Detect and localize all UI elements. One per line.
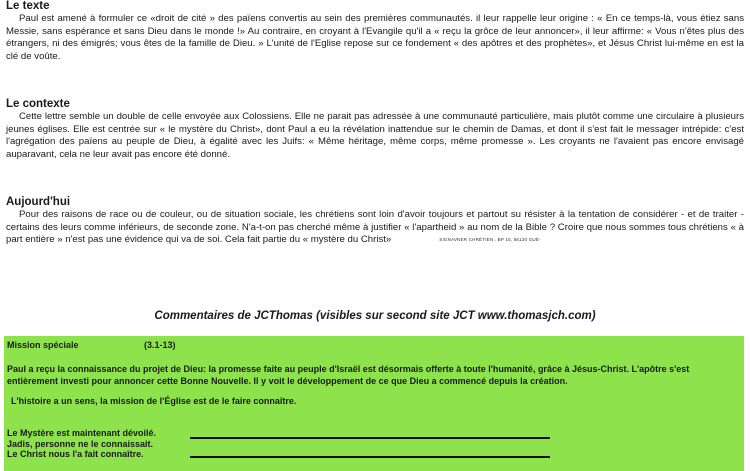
aujourdhui-text: Pour des raisons de race ou de couleur, ou de situation sociale, les chrétiens sont loin d'avoir toujours et partout su résister à la tentation de considérer - et de traiter - certains des leurs comme inférieurs, de seconde zone. N'a-t-on pas cherché même à justifier « l'apartheid » au nom de la Bible ? Croire que nous sommes tous chrétiens « à part entière » n'est pas une évidence qui va de soi. Cela fait partie du « mystère du Christ» xyxy=(6,209,744,246)
commentaires-title: Commentaires de JCThomas (visibles sur second site JCT www.thomasjch.com) xyxy=(154,310,596,322)
mission-label: Mission spéciale xyxy=(7,340,79,350)
paragraph-le-contexte: Cette lettre semble un double de celle envoyée aux Colossiens. Elle ne parait pas adressée à une communauté particulière, mais plutôt comme une circulaire à plusieurs jeunes églises. Elle est centrée sur « le mystère du Christ», dont Paul a eu la révélation inattendue sur le chemin de Damas, et dont il s'est fait le messager intrépide: c'est l'agrégation des païens au peuple de Dieu, à égalité avec les Juifs: « Même héritage, même corps, même promesse ». Les croyants ne l'avaient pas encore envisagé auparavant, cela ne leur avait pas encore été donné. xyxy=(6,111,744,160)
mission-reference: (3.1-13) xyxy=(144,340,176,350)
section-aujourdhui xyxy=(6,196,744,247)
divider-rule-1 xyxy=(190,437,550,439)
mission-paragraph: Paul a reçu la connaissance du projet de Dieu: la promesse faite au peuple d'Israël est désormais offerte à toute l'humanité, grâce à Jésus-Christ. L'apôtre s'est entièrement investi pour annoncer cette Bonne Nouvelle. Il y voit le développement de ce que Dieu a commencé depuis la création. xyxy=(7,364,690,386)
small-print-address: SIGNAVNER CHRÉTIEN , BP 15, 56120 GUÉ- xyxy=(439,237,541,243)
mission-line-1: Le Mystère est maintenant dévoilé. xyxy=(7,428,157,438)
heading-le-contexte: Le contexte xyxy=(6,98,70,110)
mission-lines xyxy=(7,428,156,460)
mission-line-3: Le Christ nous l'a fait connaître. xyxy=(7,449,144,459)
mission-line-2: Jadis, personne ne le connaissait. xyxy=(7,438,154,449)
mission-sens: L'histoire a un sens, la mission de l'Église est de le faire connaître. xyxy=(11,396,297,406)
section-texte xyxy=(6,0,744,63)
paragraph-aujourdhui xyxy=(6,209,744,247)
divider-rule-2 xyxy=(190,456,550,458)
section-contexte xyxy=(6,98,744,161)
mission-box xyxy=(4,336,744,471)
heading-le-texte: Le texte xyxy=(6,0,50,12)
heading-aujourdhui: Aujourd'hui xyxy=(6,196,71,208)
paragraph-le-texte: Paul est amené à formuler ce «droit de cité » des païens convertis au sein des premières communautés. il leur rappelle leur origine : « En ce temps-là, vous étiez sans Messie, sans espérance et sans Dieu dans le monde !» Au contraire, en croyant à l'Evangile qu'il a « reçu la grôce de leur annoncer», il leur affirme: « Vous n'êtes plus des étrangers, ni des émigrés; vous êtes de la famille de Dieu. » L'unité de l'Eglise repose sur ce fondement « des apôtres et des prophètes», et Jésus Christ lui-même en est la clé de voûte. xyxy=(6,13,744,62)
